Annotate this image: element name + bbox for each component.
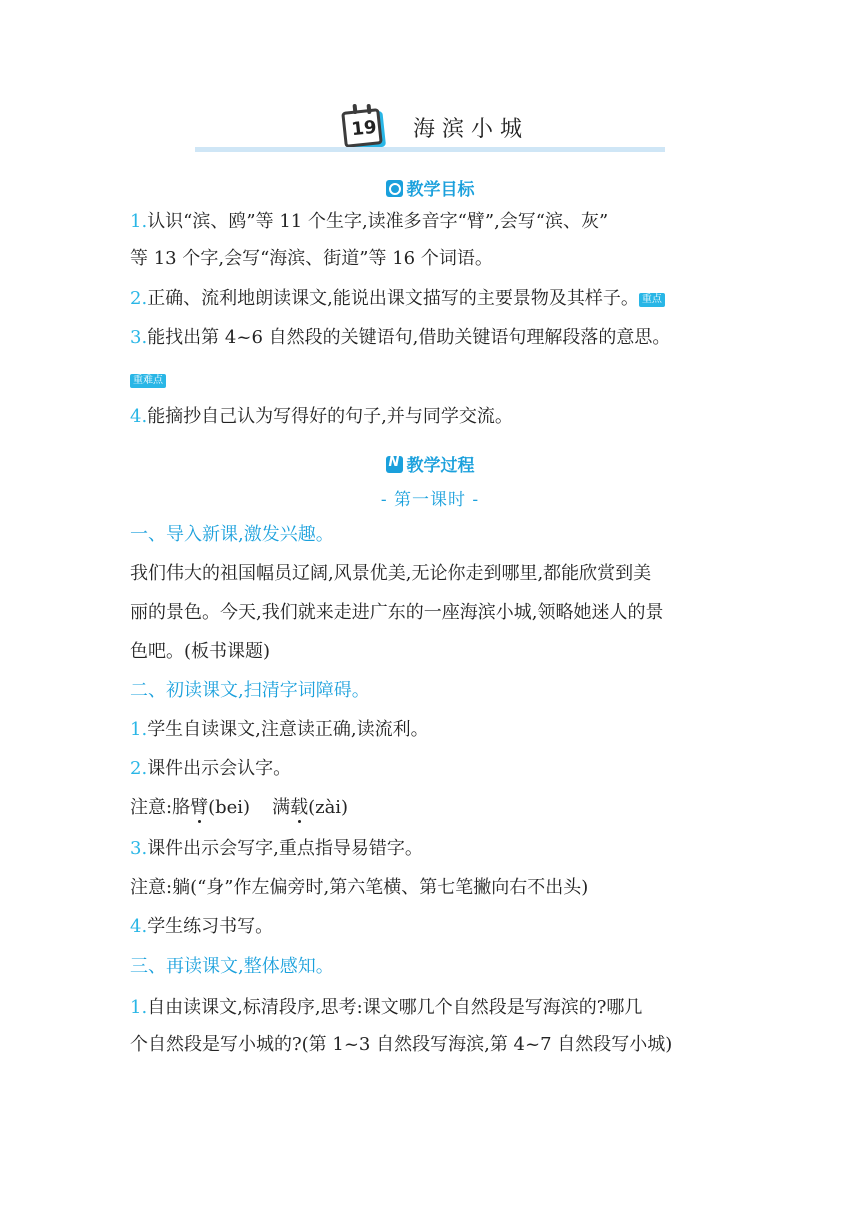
calendar-ring-icon [352,104,357,114]
process-icon: N [386,456,403,473]
section-title: 二、初读课文,扫清字词障碍。 [130,680,370,701]
step-item: 4.学生练习书写。 [130,916,274,937]
session-label: - 第一课时 - [380,490,480,510]
difficult-point-tag: 重难点 [130,374,166,388]
step-item-continued: 个自然段是写小城的?(第 1~3 自然段写海滨,第 4~7 自然段写小城) [130,1034,673,1055]
header-underline [195,147,665,152]
objective-item: 2.正确、流利地朗读课文,能说出课文描写的主要景物及其样子。 重点 [130,287,665,311]
objective-item-continued: 等 13 个字,会写“海滨、街道”等 16 个词语。 [130,248,493,269]
step-item: 2.课件出示会认字。 [130,758,292,779]
lesson-number-badge [343,104,383,148]
objectives-heading: 教学目标 [0,175,860,200]
objective-item: 1.认识“滨、鸥”等 11 个生字,读准多音字“臂”,会写“滨、灰” [130,211,609,232]
process-heading: N 教学过程 [0,451,860,476]
paragraph-line: 色吧。(板书课题) [130,641,271,662]
lesson-number: 19 [350,116,378,141]
paragraph-line: 我们伟大的祖国幅员辽阔,风景优美,无论你走到哪里,都能欣赏到美 [130,563,652,584]
writing-note: 注意:躺(“身”作左偏旁时,第六笔横、第七笔撇向右不出头) [130,877,589,898]
step-item: 1.学生自读课文,注意读正确,读流利。 [130,719,429,740]
calendar-ring-icon [366,104,371,114]
section-title: 三、再读课文,整体感知。 [130,956,334,977]
lesson-header [195,100,665,158]
objective-item: 4.能摘抄自己认为写得好的句子,并与同学交流。 [130,406,513,427]
target-icon [386,180,403,197]
step-item: 3.课件出示会写字,重点指导易错字。 [130,838,423,859]
paragraph-line: 丽的景色。今天,我们就来走进广东的一座海滨小城,领略她迷人的景 [130,602,664,623]
pronunciation-note: 注意:胳臂(bei) 满载(zài) [130,797,349,818]
section-title: 一、导入新课,激发兴趣。 [130,524,334,545]
objective-item: 3.能找出第 4~6 自然段的关键语句,借助关键语句理解段落的意思。 [130,327,671,348]
step-item: 1.自由读课文,标清段序,思考:课文哪几个自然段是写海滨的?哪几 [130,997,643,1018]
key-point-tag: 重点 [639,293,665,307]
objective-tag-line [130,372,166,388]
lesson-title: 海滨小城 [413,117,530,142]
